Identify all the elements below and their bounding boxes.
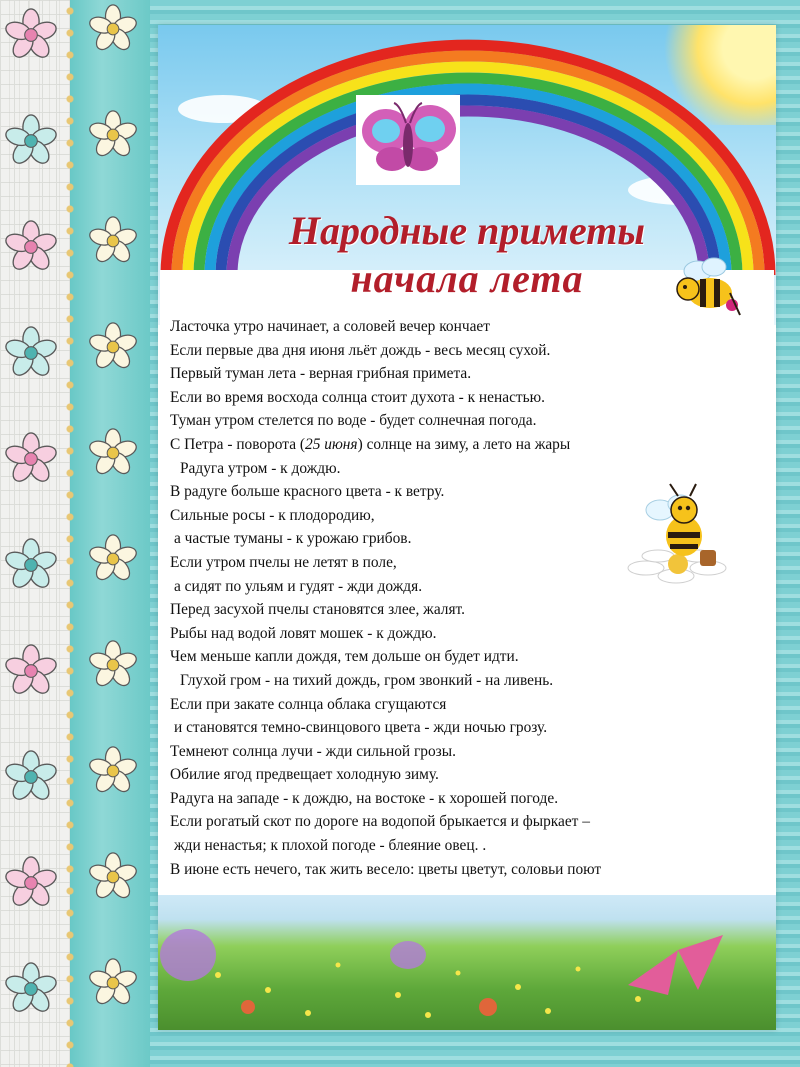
flower-icon <box>4 220 58 274</box>
flower-icon <box>88 216 138 266</box>
flower-icon <box>88 534 138 584</box>
left-decor-strip <box>0 0 150 1067</box>
list-item: Ласточка утро начинает, а соловей вечер кончает <box>170 318 490 335</box>
list-item: В июне есть нечего, так жить весело: цветы цветут, соловьи поют <box>170 860 602 878</box>
list-item: Если первые два дня июня льёт дождь - весь месяц сухой. <box>170 341 551 359</box>
flower-icon <box>4 538 58 592</box>
flower-icon <box>88 322 138 372</box>
list-item <box>170 433 770 457</box>
meadow <box>158 895 776 1030</box>
butterfly-icon <box>356 95 460 185</box>
flower-icon <box>88 746 138 796</box>
flower-icon <box>4 8 58 62</box>
title-line-2: начала лета <box>350 256 584 301</box>
omens-list <box>170 315 770 881</box>
list-item: Радуга утром - к дождю. <box>180 459 341 477</box>
flower-icon <box>4 326 58 380</box>
list-item: Чем меньше капли дождя, тем дольше он будет идти. <box>170 648 519 666</box>
list-item: а сидят по ульям и гудят - жди дождя. <box>174 577 423 595</box>
flower-icon <box>88 640 138 690</box>
flower-icon <box>88 428 138 478</box>
list-item: Темнеют солнца лучи - жди сильной грозы. <box>170 742 456 760</box>
list-item: Радуга на западе - к дождю, на востоке - к хорошей погоде. <box>170 789 559 807</box>
page-title <box>158 207 776 303</box>
list-item: Рыбы над водой ловят мошек - к дождю. <box>170 624 437 642</box>
main-card <box>158 25 776 1030</box>
list-item: Первый туман лета - верная грибная примета. <box>170 365 472 383</box>
omen-date: 25 июня <box>305 435 358 453</box>
list-item: Если при закате солнца облака сгущаются <box>170 695 447 713</box>
dots-column <box>64 0 76 1067</box>
list-item: Если рогатый скот по дороге на водопой брыкается и фыркает – <box>170 813 590 831</box>
list-item: Обилие ягод предвещает холодную зиму. <box>170 766 439 784</box>
flower-icon <box>4 962 58 1016</box>
list-item: и становятся темно-свинцового цвета - жди ночью грозу. <box>174 719 548 737</box>
list-item: Если утром пчелы не летят в поле, <box>170 553 397 571</box>
flower-icon <box>88 958 138 1008</box>
omen-text-start: С Петра - поворота ( <box>170 435 306 453</box>
flower-icon <box>4 114 58 168</box>
omen-text-end: ) солнце на зиму, а лето на жары <box>357 435 571 453</box>
list-item: Если во время восхода солнца стоит духота - к ненастью. <box>170 388 545 406</box>
list-item: В радуге больше красного цвета - к ветру. <box>170 483 445 501</box>
flower-icon <box>88 4 138 54</box>
list-item: жди ненастья; к плохой погоде - блеяние овец. . <box>174 837 487 855</box>
flower-icon <box>4 856 58 910</box>
flower-icon <box>4 644 58 698</box>
list-item: Перед засухой пчелы становятся злее, жалят. <box>170 601 465 619</box>
list-item: Глухой гром - на тихий дождь, гром звонкий - на ливень. <box>180 671 554 689</box>
list-item: а частые туманы - к урожаю грибов. <box>174 530 412 548</box>
list-item: Сильные росы - к плодородию, <box>170 506 375 524</box>
flower-icon <box>88 852 138 902</box>
flower-icon <box>4 750 58 804</box>
flower-icon <box>88 110 138 160</box>
flower-icon <box>4 432 58 486</box>
list-item: Туман утром стелется по воде - будет солнечная погода. <box>170 412 537 430</box>
title-line-1: Народные приметы <box>288 208 646 253</box>
